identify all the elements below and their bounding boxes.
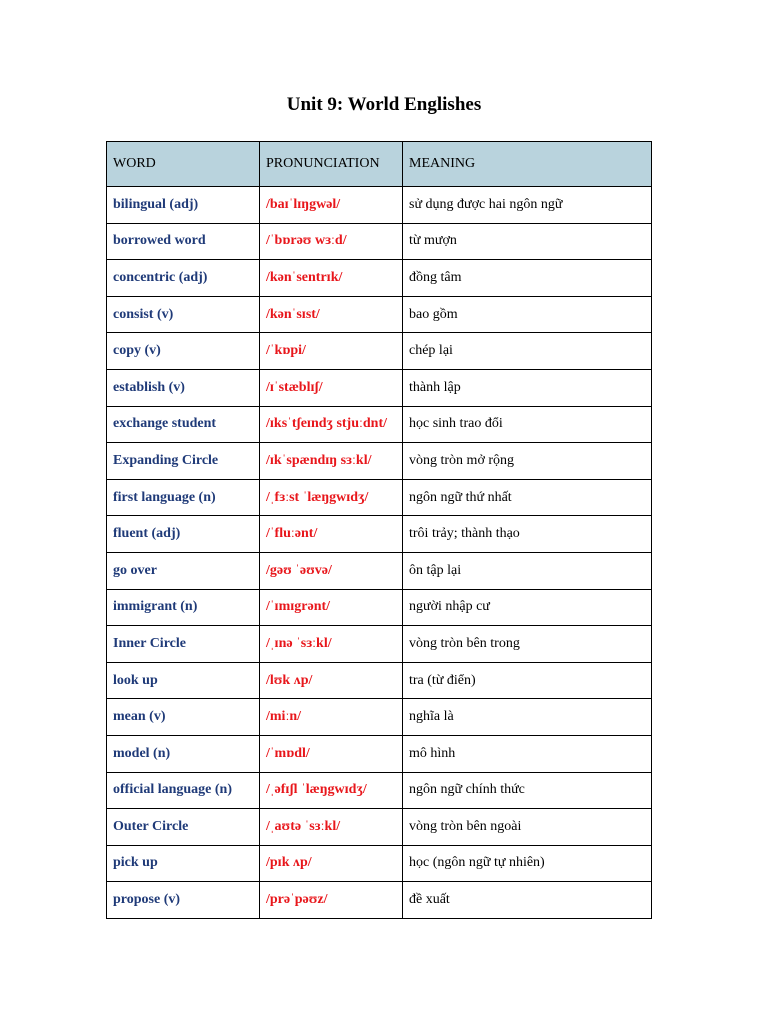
- meaning-cell: mô hình: [403, 735, 652, 772]
- column-header-word: WORD: [107, 142, 260, 187]
- table-row: [107, 369, 652, 406]
- meaning-cell: tra (từ điển): [403, 662, 652, 699]
- word-cell: propose (v): [107, 882, 260, 919]
- table-row: [107, 772, 652, 809]
- table-header: [107, 142, 652, 187]
- meaning-cell: học sinh trao đổi: [403, 406, 652, 443]
- word-cell: exchange student: [107, 406, 260, 443]
- meaning-cell: sử dụng được hai ngôn ngữ: [403, 187, 652, 224]
- word-cell: establish (v): [107, 369, 260, 406]
- table-row: [107, 699, 652, 736]
- pronunciation-cell: /ɪkˈspændɪŋ sɜːkl/: [260, 443, 403, 480]
- table-row: [107, 516, 652, 553]
- meaning-cell: vòng tròn bên ngoài: [403, 809, 652, 846]
- table-row: [107, 552, 652, 589]
- pronunciation-cell: /miːn/: [260, 699, 403, 736]
- table-row: [107, 406, 652, 443]
- table-body: [107, 187, 652, 919]
- table-row: [107, 809, 652, 846]
- pronunciation-cell: /ɪksˈtʃeɪndʒ stjuːdnt/: [260, 406, 403, 443]
- meaning-cell: nghĩa là: [403, 699, 652, 736]
- meaning-cell: bao gồm: [403, 296, 652, 333]
- pronunciation-cell: /pɪk ʌp/: [260, 845, 403, 882]
- meaning-cell: đồng tâm: [403, 260, 652, 297]
- table-row: [107, 845, 652, 882]
- pronunciation-cell: /ˌɪnə ˈsɜːkl/: [260, 626, 403, 663]
- pronunciation-cell: /kənˈsentrɪk/: [260, 260, 403, 297]
- table-row: [107, 479, 652, 516]
- table-row: [107, 735, 652, 772]
- pronunciation-cell: /ˈɪmɪgrənt/: [260, 589, 403, 626]
- pronunciation-cell: /lʊk ʌp/: [260, 662, 403, 699]
- pronunciation-cell: /gəʊ ˈəʊvə/: [260, 552, 403, 589]
- pronunciation-cell: /ˌfɜːst ˈlæŋgwɪdʒ/: [260, 479, 403, 516]
- meaning-cell: ngôn ngữ chính thức: [403, 772, 652, 809]
- column-header-meaning: MEANING: [403, 142, 652, 187]
- pronunciation-cell: /prəˈpəʊz/: [260, 882, 403, 919]
- table-row: [107, 882, 652, 919]
- word-cell: consist (v): [107, 296, 260, 333]
- page-title: Unit 9: World Englishes: [286, 94, 482, 115]
- word-cell: concentric (adj): [107, 260, 260, 297]
- word-cell: pick up: [107, 845, 260, 882]
- pronunciation-cell: /ˌəfɪʃl ˈlæŋgwɪdʒ/: [260, 772, 403, 809]
- word-cell: immigrant (n): [107, 589, 260, 626]
- pronunciation-cell: /ˈbɒrəʊ wɜːd/: [260, 223, 403, 260]
- word-cell: model (n): [107, 735, 260, 772]
- word-cell: go over: [107, 552, 260, 589]
- pronunciation-cell: /kənˈsɪst/: [260, 296, 403, 333]
- meaning-cell: ngôn ngữ thứ nhất: [403, 479, 652, 516]
- meaning-cell: đề xuất: [403, 882, 652, 919]
- word-cell: borrowed word: [107, 223, 260, 260]
- table-row: [107, 589, 652, 626]
- vocabulary-table: [106, 141, 652, 919]
- pronunciation-cell: /ˈkɒpi/: [260, 333, 403, 370]
- pronunciation-cell: /ɪˈstæblɪʃ/: [260, 369, 403, 406]
- pronunciation-cell: /baɪˈlɪŋgwəl/: [260, 187, 403, 224]
- meaning-cell: vòng tròn bên trong: [403, 626, 652, 663]
- meaning-cell: chép lại: [403, 333, 652, 370]
- pronunciation-cell: /ˌaʊtə ˈsɜːkl/: [260, 809, 403, 846]
- pronunciation-cell: /ˈmɒdl/: [260, 735, 403, 772]
- meaning-cell: thành lập: [403, 369, 652, 406]
- word-cell: Inner Circle: [107, 626, 260, 663]
- table-row: [107, 223, 652, 260]
- word-cell: fluent (adj): [107, 516, 260, 553]
- word-cell: bilingual (adj): [107, 187, 260, 224]
- meaning-cell: vòng tròn mở rộng: [403, 443, 652, 480]
- word-cell: Expanding Circle: [107, 443, 260, 480]
- word-cell: copy (v): [107, 333, 260, 370]
- meaning-cell: học (ngôn ngữ tự nhiên): [403, 845, 652, 882]
- table-row: [107, 333, 652, 370]
- table-row: [107, 443, 652, 480]
- word-cell: official language (n): [107, 772, 260, 809]
- header-row: [107, 142, 652, 187]
- word-cell: first language (n): [107, 479, 260, 516]
- meaning-cell: ôn tập lại: [403, 552, 652, 589]
- word-cell: mean (v): [107, 699, 260, 736]
- table-row: [107, 296, 652, 333]
- table-row: [107, 626, 652, 663]
- table-row: [107, 662, 652, 699]
- meaning-cell: người nhập cư: [403, 589, 652, 626]
- meaning-cell: trôi trảy; thành thạo: [403, 516, 652, 553]
- column-header-pronunciation: PRONUNCIATION: [260, 142, 403, 187]
- pronunciation-cell: /ˈfluːənt/: [260, 516, 403, 553]
- meaning-cell: từ mượn: [403, 223, 652, 260]
- table-row: [107, 260, 652, 297]
- word-cell: look up: [107, 662, 260, 699]
- word-cell: Outer Circle: [107, 809, 260, 846]
- table-row: [107, 187, 652, 224]
